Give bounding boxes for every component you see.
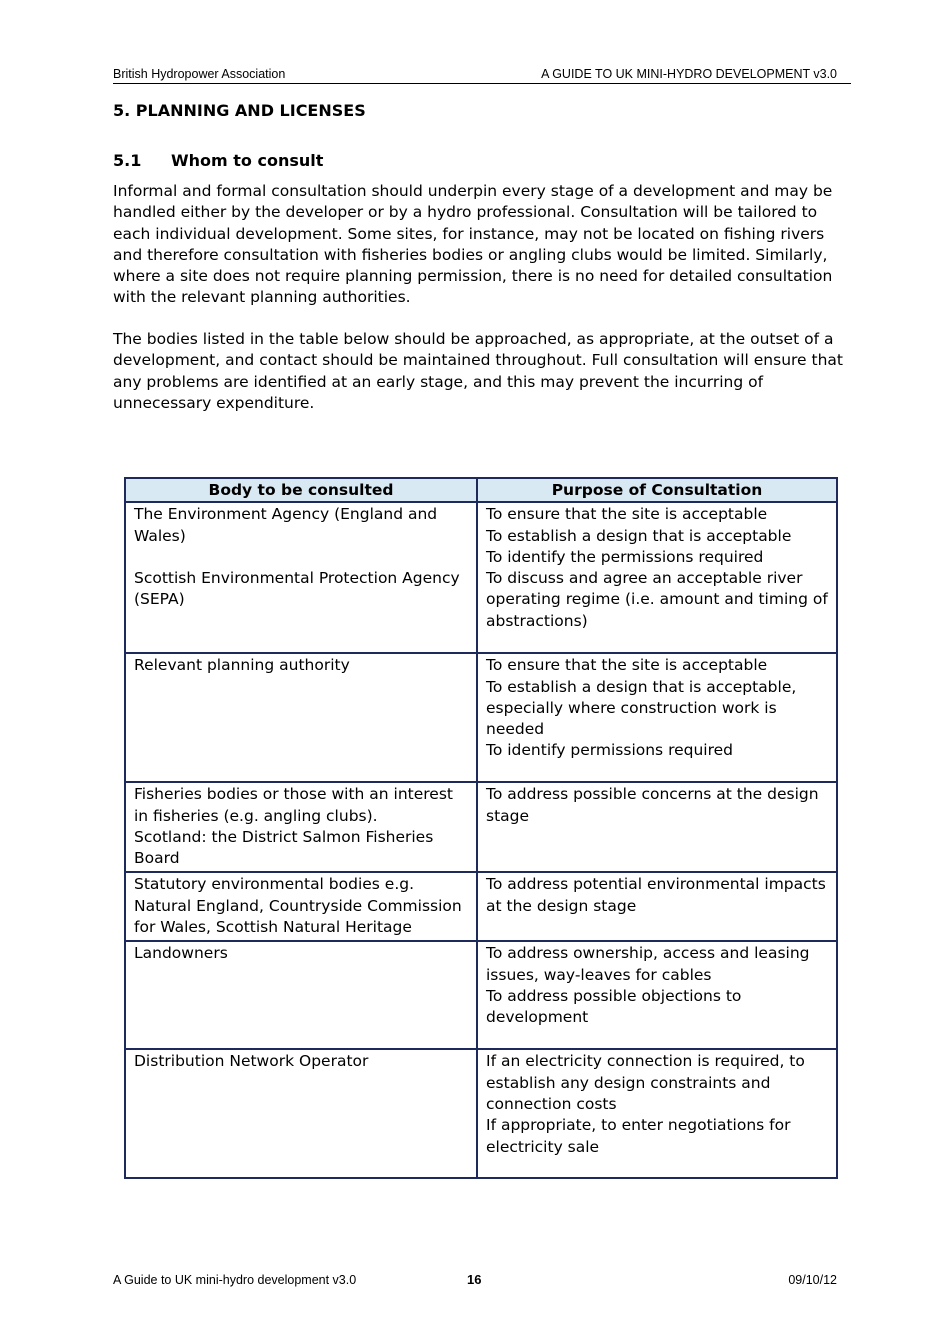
table-row <box>125 941 837 1049</box>
body-line: Fisheries bodies or those with an interest in fisheries (e.g. angling clubs). <box>134 785 453 825</box>
page-number: 16 <box>467 1272 482 1287</box>
header-right: A GUIDE TO UK MINI-HYDRO DEVELOPMENT v3.0 <box>541 67 837 81</box>
column-header-purpose: Purpose of Consultation <box>477 478 837 502</box>
subsection-title: Whom to consult <box>171 151 324 170</box>
footer-date: 09/10/12 <box>788 1273 837 1287</box>
table-row <box>125 653 837 782</box>
body-cell <box>125 1049 477 1178</box>
purpose-line: To identify permissions required <box>486 741 734 760</box>
body-line: Relevant planning authority <box>134 656 350 675</box>
bodies-paragraph: The bodies listed in the table below should be approached, as appropriate, at the outset of a development, and contact should be maintained throughout. Full consultation will ensure that any problems are identified at an early stage, and this may prevent the incurring of unnecessary expenditure. <box>113 330 843 412</box>
body-cell <box>125 941 477 1049</box>
purpose-cell <box>477 502 837 653</box>
purpose-line: To address possible objections to development <box>486 986 742 1027</box>
table-row <box>125 782 837 872</box>
consultation-table <box>124 477 838 1179</box>
purpose-line: To establish a design that is acceptable <box>486 526 792 545</box>
body-cell <box>125 782 477 872</box>
purpose-cell <box>477 653 837 782</box>
purpose-line: To ensure that the site is acceptable <box>486 656 768 675</box>
header-left: British Hydropower Association <box>113 67 286 81</box>
purpose-cell <box>477 872 837 941</box>
body-cell <box>125 653 477 782</box>
purpose-line: To identify the permissions required <box>486 547 764 566</box>
body-line <box>134 547 468 568</box>
table-row <box>125 1049 837 1178</box>
body-line: Scotland: the District Salmon Fisheries Board <box>134 827 434 868</box>
section-heading: 5. PLANNING AND LICENSES <box>113 101 366 120</box>
purpose-line: If an electricity connection is required, to establish any design constraints and connection costs <box>486 1052 805 1113</box>
table-row <box>125 502 837 653</box>
purpose-cell <box>477 941 837 1049</box>
purpose-cell <box>477 782 837 872</box>
table-row <box>125 872 837 941</box>
purpose-line: If appropriate, to enter negotiations for electricity sale <box>486 1116 791 1156</box>
purpose-line: To ensure that the site is acceptable <box>486 505 768 524</box>
body-line: Distribution Network Operator <box>134 1052 369 1071</box>
purpose-line: To address ownership, access and leasing issues, way-leaves for cables <box>486 944 810 984</box>
subsection-heading <box>113 151 323 170</box>
body-line: Scottish Environmental Protection Agency (SEPA) <box>134 569 460 609</box>
header-divider <box>113 83 851 84</box>
purpose-line: To address potential environmental impacts at the design stage <box>486 875 826 915</box>
body-cell <box>125 872 477 941</box>
body-line: The Environment Agency (England and Wales) <box>134 505 438 545</box>
body-cell <box>125 502 477 653</box>
purpose-line: To discuss and agree an acceptable river operating regime (i.e. amount and timing of abstractions) <box>486 569 828 630</box>
column-header-body: Body to be consulted <box>125 478 477 502</box>
purpose-cell <box>477 1049 837 1178</box>
body-line: Statutory environmental bodies e.g. Natural England, Countryside Commission for Wales, Scottish Natural Heritage <box>134 875 462 937</box>
footer-title: A Guide to UK mini-hydro development v3.0 <box>113 1273 357 1287</box>
intro-paragraph: Informal and formal consultation should underpin every stage of a development and may be handled either by the developer or by a hydro professional. Consultation will be tailored to each individual development. Some sites, for instance, may not be located on fishing rivers and therefore consultation with fisheries bodies or angling clubs would be limited. Similarly, where a site does not require planning permission, there is no need for detailed consultation with the relevant planning authorities. <box>113 182 833 307</box>
purpose-line: To address possible concerns at the design stage <box>486 785 819 825</box>
purpose-line: To establish a design that is acceptable, especially where construction work is needed <box>486 677 797 739</box>
subsection-number: 5.1 <box>113 151 142 170</box>
table-header-row <box>125 478 837 502</box>
body-line: Landowners <box>134 944 228 963</box>
